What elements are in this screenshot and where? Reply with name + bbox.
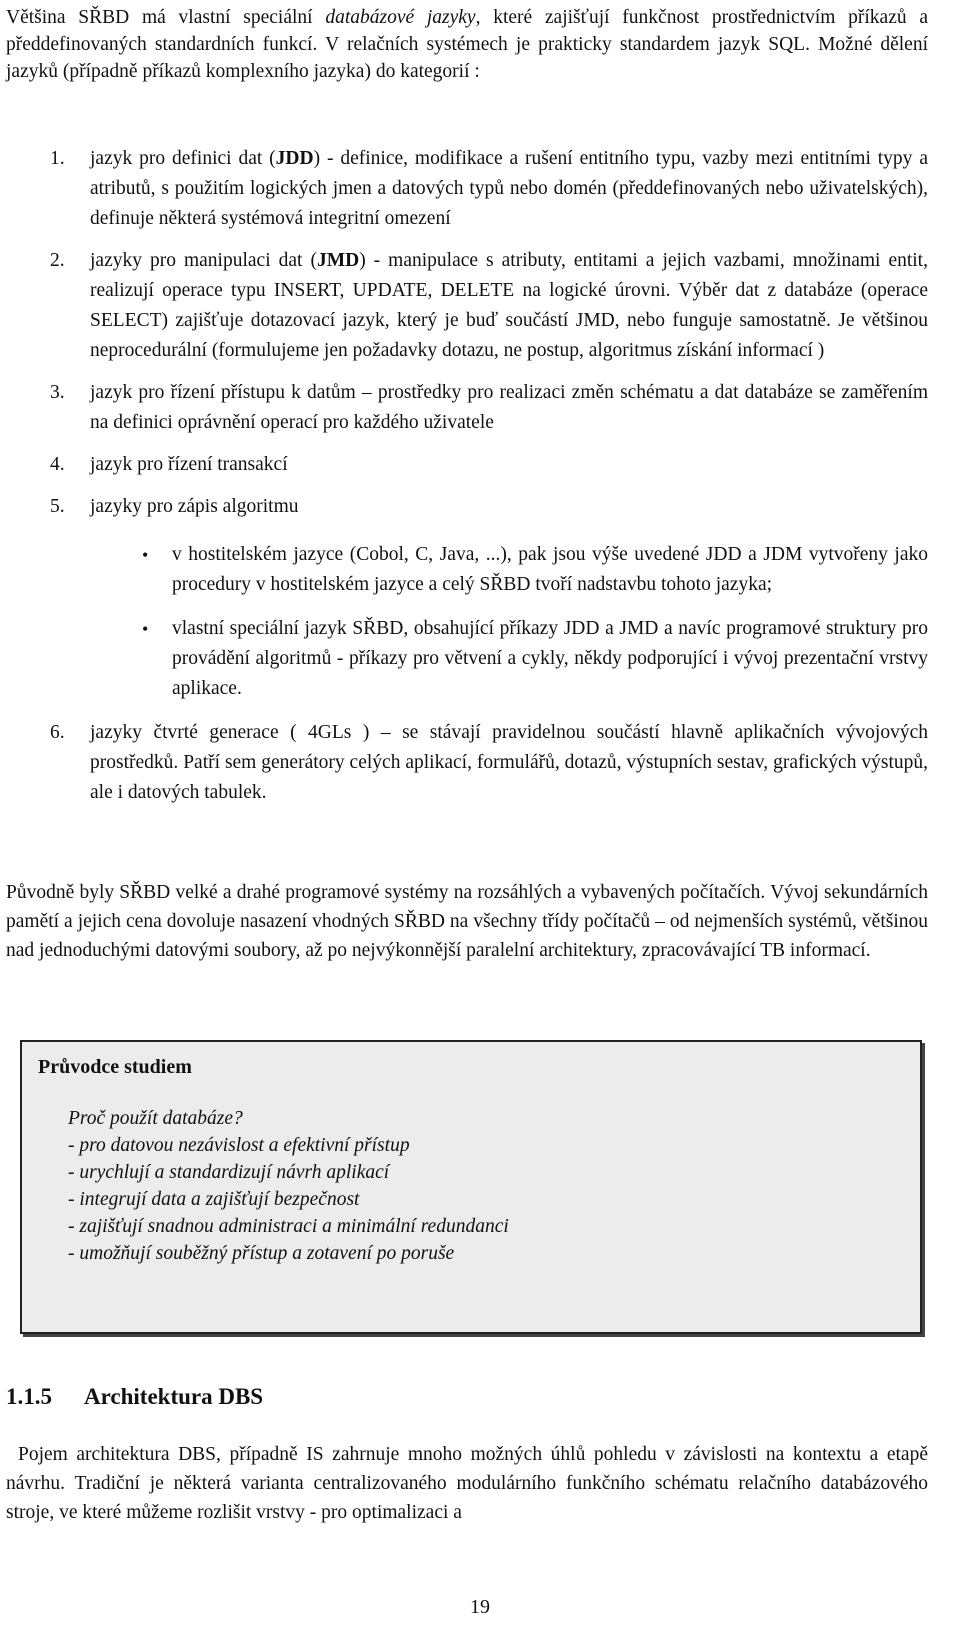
list-item: [6, 246, 928, 366]
section-heading: [6, 1384, 263, 1410]
sublist-item: [6, 614, 928, 704]
list-item-number: 3.: [50, 382, 65, 403]
list-item-text: jazyk pro řízení přístupu k datům – prostředky pro realizaci změn schématu a dat databáze se zaměřením na definici oprávnění operací pro každého uživatele: [90, 382, 928, 433]
list-item-text: jazyky pro zápis algoritmu: [90, 496, 299, 517]
study-guide-line: - urychlují a standardizují návrh aplikací: [68, 1162, 390, 1183]
study-guide-line: - pro datovou nezávislost a efektivní přístup: [68, 1135, 410, 1156]
list-item-text: jazyky pro manipulaci dat (: [90, 250, 317, 271]
sublist-item: [6, 540, 928, 600]
list-item-text: ) - definice, modifikace a rušení entitního typu, vazby mezi entitními typy a atributů, s použitím logických jmen a datových typů nebo domén (předdefinovaných nebo uživatelských), definuje některá systémová integritní omezení: [90, 148, 928, 229]
list-item-text: jazyk pro řízení transakcí: [90, 454, 288, 475]
architecture-paragraph: Pojem architektura DBS, případně IS zahrnuje mnoho možných úhlů pohledu v závislosti na kontextu a etapě návrhu. Tradiční je některá varianta centralizovaného modulárního funkčního schématu relačního databázového stroje, ve které můžeme rozlišit vrstvy - pro optimalizaci a: [6, 1444, 928, 1523]
list-item: [6, 450, 928, 480]
page-number: 19: [470, 1596, 490, 1618]
intro-text-2: , které zajišťují funkčnost prostřednictvím příkazů a předdefinovaných standardních funkcí. V relačních systémech je prakticky standardem jazyk SQL. Možné dělení jazyků (případně příkazů komplexního jazyka) do kategorií :: [6, 7, 928, 82]
bullet-icon: •: [142, 619, 149, 639]
study-guide-line: - zajišťují snadnou administraci a minimální redundanci: [68, 1216, 509, 1237]
section-number: 1.1.5: [6, 1384, 52, 1409]
sublist-item-text: v hostitelském jazyce (Cobol, C, Java, ...), pak jsou výše uvedené JDD a JDM vytvořeny jako procedury v hostitelském jazyce a celý SŘBD tvoří nadstavbu tohoto jazyka;: [172, 544, 928, 595]
study-guide-line: - umožňují souběžný přístup a zotavení po poruše: [68, 1243, 455, 1264]
list-item-number: 1.: [50, 148, 65, 169]
list-item-number: 2.: [50, 250, 65, 271]
list-item-number: 6.: [50, 722, 65, 743]
list-item: [6, 492, 928, 522]
list-item: [6, 378, 928, 438]
list-item-bold: JMD: [316, 250, 360, 271]
list-item: [6, 718, 928, 808]
list-item: [6, 144, 928, 234]
history-paragraph: Původně byly SŘBD velké a drahé programové systémy na rozsáhlých a vybavených počítačích. Vývoj sekundárních pamětí a jejich cena dovoluje nasazení vhodných SŘBD na všechny třídy počítačů – od nejmenších systémů, většinou nad jednoduchými datovými soubory, až po nejvýkonnější paralelní architektury, zpracovávající TB informací.: [6, 882, 928, 961]
intro-paragraph: [6, 4, 928, 85]
list-item-number: 4.: [50, 454, 65, 475]
algorithm-language-sublist: [6, 540, 928, 704]
intro-text-1: Většina SŘBD má vlastní speciální: [6, 7, 326, 28]
study-guide-line: - integrují data a zajišťují bezpečnost: [68, 1189, 360, 1210]
list-item-bold: JDD: [275, 148, 314, 169]
study-guide-title: Průvodce studiem: [38, 1056, 192, 1078]
list-item-text: jazyk pro definici dat (: [90, 148, 276, 169]
study-guide-line: Proč použít databáze?: [68, 1108, 243, 1129]
study-guide-box: [20, 1040, 922, 1334]
section-title: Architektura DBS: [84, 1384, 264, 1409]
list-item-text: jazyky čtvrté generace ( 4GLs ) – se stávají pravidelnou součástí hlavně aplikačních vývojových prostředků. Patří sem generátory celých aplikací, formulářů, dotazů, výstupních sestav, grafických výstupů, ale i datových tabulek.: [90, 722, 928, 803]
intro-emphasis: databázové jazyky: [325, 7, 476, 28]
sublist-item-text: vlastní speciální jazyk SŘBD, obsahující příkazy JDD a JMD a navíc programové struktury pro provádění algoritmů - příkazy pro větvení a cykly, někdy podporující i vývoj prezentační vrstvy aplikace.: [172, 618, 928, 699]
list-item-text: ) - manipulace s atributy, entitami a jejich vazbami, množinami entit, realizují operace typu INSERT, UPDATE, DELETE na logické úrovni. Výběr dat z databáze (operace SELECT) zajišťuje dotazovací jazyk, který je buď součástí JMD, nebo funguje samostatně. Je většinou neprocedurální (formulujeme jen požadavky dotazu, ne postup, algoritmus získání informací ): [90, 250, 928, 361]
language-category-list: [6, 144, 928, 808]
list-item-number: 5.: [50, 496, 65, 517]
bullet-icon: •: [142, 545, 149, 565]
